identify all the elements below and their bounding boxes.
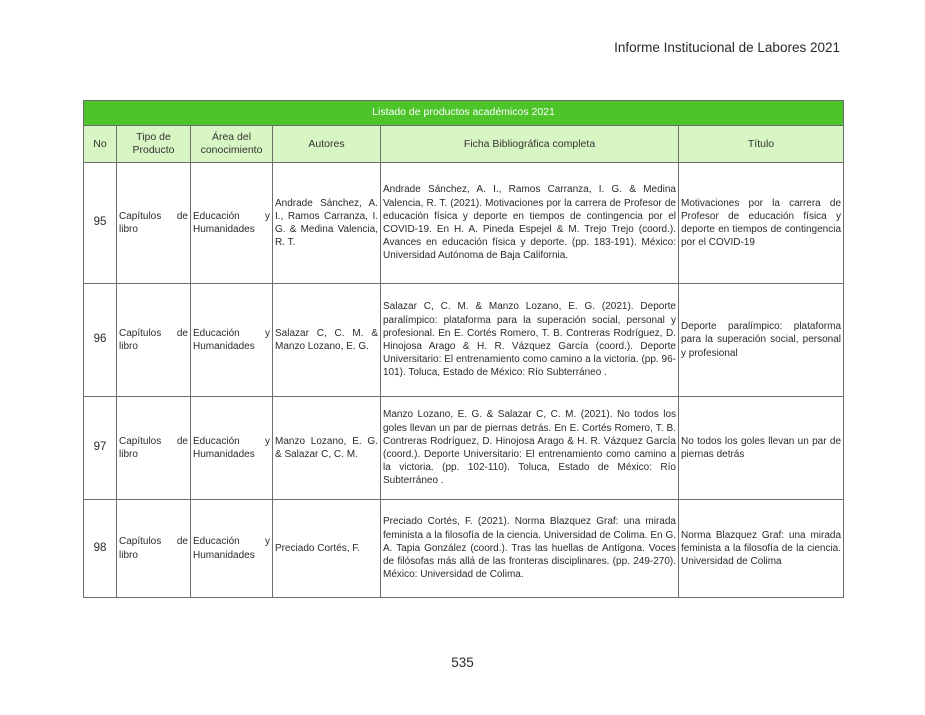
cell-no: 96 <box>84 284 117 397</box>
column-header-ficha: Ficha Bibliográfica completa <box>381 126 679 163</box>
cell-area: Educación y Humanidades <box>191 163 273 284</box>
cell-tipo: Capítulos de libro <box>117 284 191 397</box>
cell-tipo: Capítulos de libro <box>117 500 191 598</box>
column-header-titulo: Título <box>679 126 844 163</box>
cell-tipo: Capítulos de libro <box>117 163 191 284</box>
column-header-no: No <box>84 126 117 163</box>
table-row <box>84 397 844 500</box>
table-title: Listado de productos académicos 2021 <box>84 101 844 126</box>
running-header-title: Informe Institucional de Labores 2021 <box>614 40 840 55</box>
cell-titulo: Norma Blazquez Graf: una mirada feminista a la filosofía de la ciencia. Universidad de Colima <box>679 500 844 598</box>
cell-autores: Andrade Sánchez, A. I., Ramos Carranza, I. G. & Medina Valencia, R. T. <box>273 163 381 284</box>
products-table <box>83 100 844 598</box>
table-row <box>84 163 844 284</box>
table-header-row <box>84 126 844 163</box>
cell-area: Educación y Humanidades <box>191 500 273 598</box>
cell-titulo: Motivaciones por la carrera de Profesor de educación física y deporte en tiempos de contingencia por el COVID-19 <box>679 163 844 284</box>
cell-titulo: Deporte paralímpico: plataforma para la superación social, personal y profesional <box>679 284 844 397</box>
cell-ficha: Salazar C, C. M. & Manzo Lozano, E. G. (2021). Deporte paralímpico: plataforma para la superación social, personal y profesional. En E. Cortés Romero, T. B. Contreras Rodríguez, D. Hinojosa Arago & H. R. Vázquez García (coord.). Deporte Universitario: El entrenamiento como camino a la victoria. (pp. 96-101). Toluca, Estado de México: Río Subterráneo . <box>381 284 679 397</box>
column-header-autores: Autores <box>273 126 381 163</box>
column-header-tipo: Tipo de Producto <box>117 126 191 163</box>
cell-ficha: Preciado Cortés, F. (2021). Norma Blazquez Graf: una mirada feminista a la filosofía de la ciencia. Universidad de Colima. En G. A. Tapia González (coord.). Tras las huellas de Antígona. Voces de filósofas más allá de las fronteras disciplinares. (pp. 249-270). México: Universidad de Colima. <box>381 500 679 598</box>
table-row <box>84 500 844 598</box>
column-header-area: Área del conocimiento <box>191 126 273 163</box>
page-number: 535 <box>451 655 474 670</box>
cell-autores: Preciado Cortés, F. <box>273 500 381 598</box>
cell-no: 97 <box>84 397 117 500</box>
cell-autores: Salazar C, C. M. & Manzo Lozano, E. G. <box>273 284 381 397</box>
cell-titulo: No todos los goles llevan un par de piernas detrás <box>679 397 844 500</box>
table-row <box>84 284 844 397</box>
cell-area: Educación y Humanidades <box>191 397 273 500</box>
cell-no: 95 <box>84 163 117 284</box>
cell-area: Educación y Humanidades <box>191 284 273 397</box>
cell-ficha: Andrade Sánchez, A. I., Ramos Carranza, I. G. & Medina Valencia, R. T. (2021). Motivaciones por la carrera de Profesor de educación física y deporte en tiempos de contingencia por el COVID-19. En H. A. Pineda Espejel & M. Trejo Trejo (coord.). Avances en educación física y deporte. (pp. 183-191). México: Universidad Autónoma de Baja California. <box>381 163 679 284</box>
cell-ficha: Manzo Lozano, E. G. & Salazar C, C. M. (2021). No todos los goles llevan un par de piernas detrás. En E. Cortés Romero, T. B. Contreras Rodríguez, D. Hinojosa Arago & H. R. Vázquez García (coord.). Deporte Universitario: El entrenamiento como camino a la victoria. (pp. 102-110). Toluca, Estado de México: Río Subterráneo . <box>381 397 679 500</box>
cell-autores: Manzo Lozano, E. G. & Salazar C, C. M. <box>273 397 381 500</box>
cell-no: 98 <box>84 500 117 598</box>
table-title-row <box>84 101 844 126</box>
cell-tipo: Capítulos de libro <box>117 397 191 500</box>
